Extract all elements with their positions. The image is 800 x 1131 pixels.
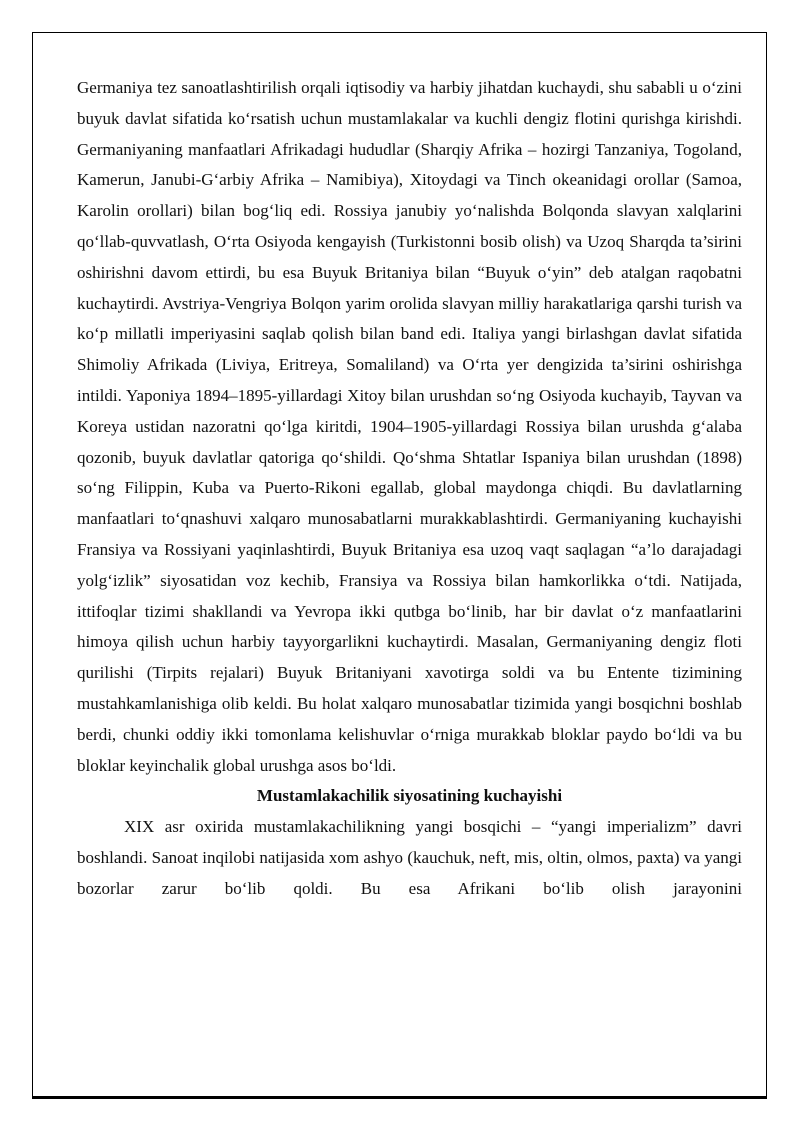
- document-body: [77, 73, 742, 905]
- paragraph-great-powers-interests: Germaniya tez sanoatlashtirilish orqali iqtisodiy va harbiy jihatdan kuchaydi, shu sababli u o‘zini buyuk davlat sifatida ko‘rsatish uchun mustamlakalar va kuchli dengiz flotini qurishga kirishdi. Germaniyaning manfaatlari Afrikadagi hududlar (Sharqiy Afrika – hozirgi Tanzaniya, Togoland, Kamerun, Janubi-G‘arbiy Afrika – Namibiya), Xitoydagi va Tinch okeanidagi orollar (Samoa, Karolin orollari) bilan bog‘liq edi. Rossiya janubiy yo‘nalishda Bolqonda slavyan xalqlarini qo‘llab-quvvatlash, O‘rta Osiyoda kengayish (Turkistonni bosib olish) va Uzoq Sharqda ta’sirini oshirishni davom ettirdi, bu esa Buyuk Britaniya bilan “Buyuk o‘yin” deb atalgan raqobatni kuchaytirdi. Avstriya-Vengriya Bolqon yarim orolida slavyan milliy harakatlariga qarshi turish va ko‘p millatli imperiyasini saqlab qolish bilan band edi. Italiya yangi birlashgan davlat sifatida Shimoliy Afrikada (Liviya, Eritreya, Somaliland) va O‘rta yer dengizida ta’sirini oshirishga intildi. Yaponiya 1894–1895-yillardagi Xitoy bilan urushdan so‘ng Osiyoda kuchayib, Tayvan va Koreya ustidan nazoratni qo‘lga kiritdi, 1904–1905-yillardagi Rossiya bilan urushda g‘alaba qozonib, buyuk davlatlar qatoriga qo‘shildi. Qo‘shma Shtatlar Ispaniya bilan urushdan (1898) so‘ng Filippin, Kuba va Puerto-Rikoni egallab, global maydonga chiqdi. Bu davlatlarning manfaatlari to‘qnashuvi xalqaro munosabatlarni murakkablashtirdi. Germaniyaning kuchayishi Fransiya va Rossiyani yaqinlashtirdi, Buyuk Britaniya esa uzoq vaqt saqlagan “a’lo darajadagi yolg‘izlik” siyosatidan voz kechib, Fransiya va Rossiya bilan hamkorlikka o‘tdi. Natijada, ittifoqlar tizimi shakllandi va Yevropa ikki qutbga bo‘linib, har bir davlat o‘z manfaatlarini himoya qilish uchun harbiy tayyorgarlikni kuchaytirdi. Masalan, Germaniyaning dengiz floti qurilishi (Tirpits rejalari) Buyuk Britaniyani xavotirga soldi va bu Entente tizimining mustahkamlanishiga olib keldi. Bu holat xalqaro munosabatlar tizimida yangi bosqichni boshlab berdi, chunki oddiy ikki tomonlama kelishuvlar o‘rniga murakkab bloklar paydo bo‘ldi va bu bloklar keyinchalik global urushga asos bo‘ldi.: [77, 78, 742, 775]
- paragraph-new-imperialism: XIX asr oxirida mustamlakachilikning yangi bosqichi – “yangi imperializm” davri boshlandi. Sanoat inqilobi natijasida xom ashyo (kauchuk, neft, mis, oltin, olmos, paxta) va yangi bozorlar zarur bo‘lib qoldi. Bu esa Afrikani bo‘lib olish jarayonini: [77, 817, 742, 898]
- section-heading: Mustamlakachilik siyosatining kuchayishi: [256, 786, 563, 806]
